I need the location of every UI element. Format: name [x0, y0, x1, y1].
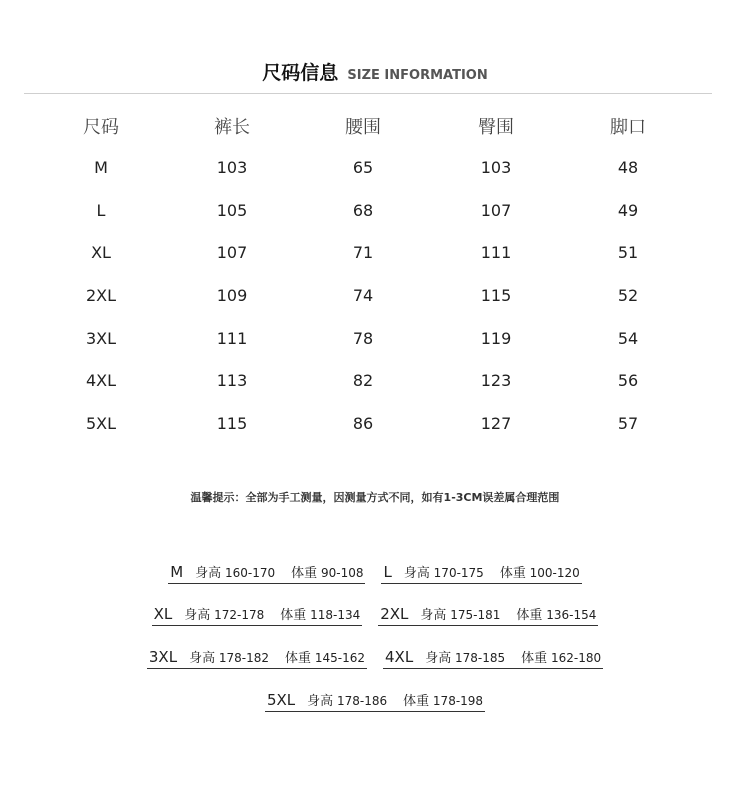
table-cell: 103	[480, 158, 512, 177]
size-label: L	[96, 201, 106, 220]
table-cell: 105	[216, 201, 248, 220]
height-value: 172-178	[210, 608, 265, 622]
table-cell: 74	[352, 286, 374, 305]
table-cell: 115	[216, 414, 248, 433]
weight-value: 118-134	[306, 608, 361, 622]
table-cell: 54	[617, 329, 639, 348]
fit-row	[0, 604, 750, 626]
height-label: 身高	[307, 694, 334, 709]
table-cell: 115	[480, 286, 512, 305]
weight-label: 体重	[291, 566, 318, 581]
fit-size: 3XL	[148, 648, 178, 666]
weight-label: 体重	[516, 608, 543, 623]
table-cell: 52	[617, 286, 639, 305]
size-label: 3XL	[85, 329, 117, 348]
table-cell: 127	[480, 414, 512, 433]
weight-value: 178-198	[429, 694, 484, 708]
fit-size: L	[383, 563, 392, 581]
table-cell: 119	[480, 329, 512, 348]
fit-item	[147, 647, 367, 669]
weight-value: 100-120	[525, 566, 580, 580]
fit-size: 5XL	[266, 691, 296, 709]
height-label: 身高	[425, 651, 452, 666]
table-cell: 56	[617, 371, 639, 390]
table-cell: 65	[352, 158, 374, 177]
fit-size: XL	[153, 605, 173, 623]
weight-label: 体重	[499, 566, 526, 581]
fit-item	[383, 647, 603, 669]
height-label: 身高	[403, 566, 430, 581]
fit-size: M	[170, 563, 184, 581]
weight-label: 体重	[403, 694, 430, 709]
table-cell: 49	[617, 201, 639, 220]
page-title	[0, 58, 750, 85]
table-cell: 107	[480, 201, 512, 220]
table-cell: 107	[216, 243, 248, 262]
table-cell: 103	[216, 158, 248, 177]
fit-row	[0, 690, 750, 712]
size-label: 5XL	[85, 414, 117, 433]
weight-value: 145-162	[311, 651, 365, 665]
column-header: 裤长	[214, 117, 250, 138]
table-cell: 78	[352, 329, 374, 348]
table-cell: 123	[480, 371, 512, 390]
fit-item	[152, 604, 363, 626]
height-value: 178-186	[333, 694, 388, 708]
column-header: 腰围	[345, 117, 381, 138]
height-value: 175-181	[446, 608, 501, 622]
table-cell: 48	[617, 158, 639, 177]
table-cell: 86	[352, 414, 374, 433]
table-cell: 113	[216, 371, 248, 390]
fit-item	[168, 562, 365, 584]
fit-size: 2XL	[380, 605, 409, 623]
column-header: 臀围	[478, 117, 514, 138]
table-cell: 111	[480, 243, 512, 262]
height-value: 178-182	[215, 651, 270, 665]
fit-row	[0, 647, 750, 669]
title-divider	[24, 93, 712, 94]
title-cn: 尺码信息	[262, 62, 339, 84]
height-label: 身高	[195, 566, 222, 581]
table-cell: 68	[352, 201, 374, 220]
table-cell: 71	[352, 243, 374, 262]
fit-item	[265, 690, 485, 712]
column-header: 脚口	[610, 117, 646, 138]
size-label: 4XL	[85, 371, 117, 390]
fit-item	[381, 562, 581, 584]
table-cell: 82	[352, 371, 374, 390]
table-cell: 57	[617, 414, 639, 433]
title-en: SIZE INFORMATION	[347, 68, 488, 83]
height-value: 160-170	[221, 566, 276, 580]
table-cell: 109	[216, 286, 248, 305]
table-cell: 51	[617, 243, 639, 262]
weight-value: 162-180	[547, 651, 602, 665]
size-label: M	[94, 158, 108, 177]
weight-value: 136-154	[542, 608, 597, 622]
height-value: 170-175	[429, 566, 484, 580]
weight-label: 体重	[521, 651, 548, 666]
height-label: 身高	[420, 608, 447, 623]
height-label: 身高	[184, 608, 211, 623]
weight-label: 体重	[285, 651, 312, 666]
fit-size: 4XL	[385, 648, 414, 666]
fit-row	[0, 562, 750, 584]
fit-item	[378, 604, 598, 626]
height-value: 178-185	[451, 651, 506, 665]
column-header: 尺码	[83, 117, 119, 138]
size-label: 2XL	[85, 286, 117, 305]
weight-value: 90-108	[317, 566, 364, 580]
height-label: 身高	[189, 651, 216, 666]
weight-label: 体重	[280, 608, 307, 623]
measurement-note: 温馨提示：全部为手工测量，因测量方式不同，如有1-3CM误差属合理范围	[190, 491, 560, 504]
table-cell: 111	[216, 329, 248, 348]
size-label: XL	[91, 243, 111, 262]
